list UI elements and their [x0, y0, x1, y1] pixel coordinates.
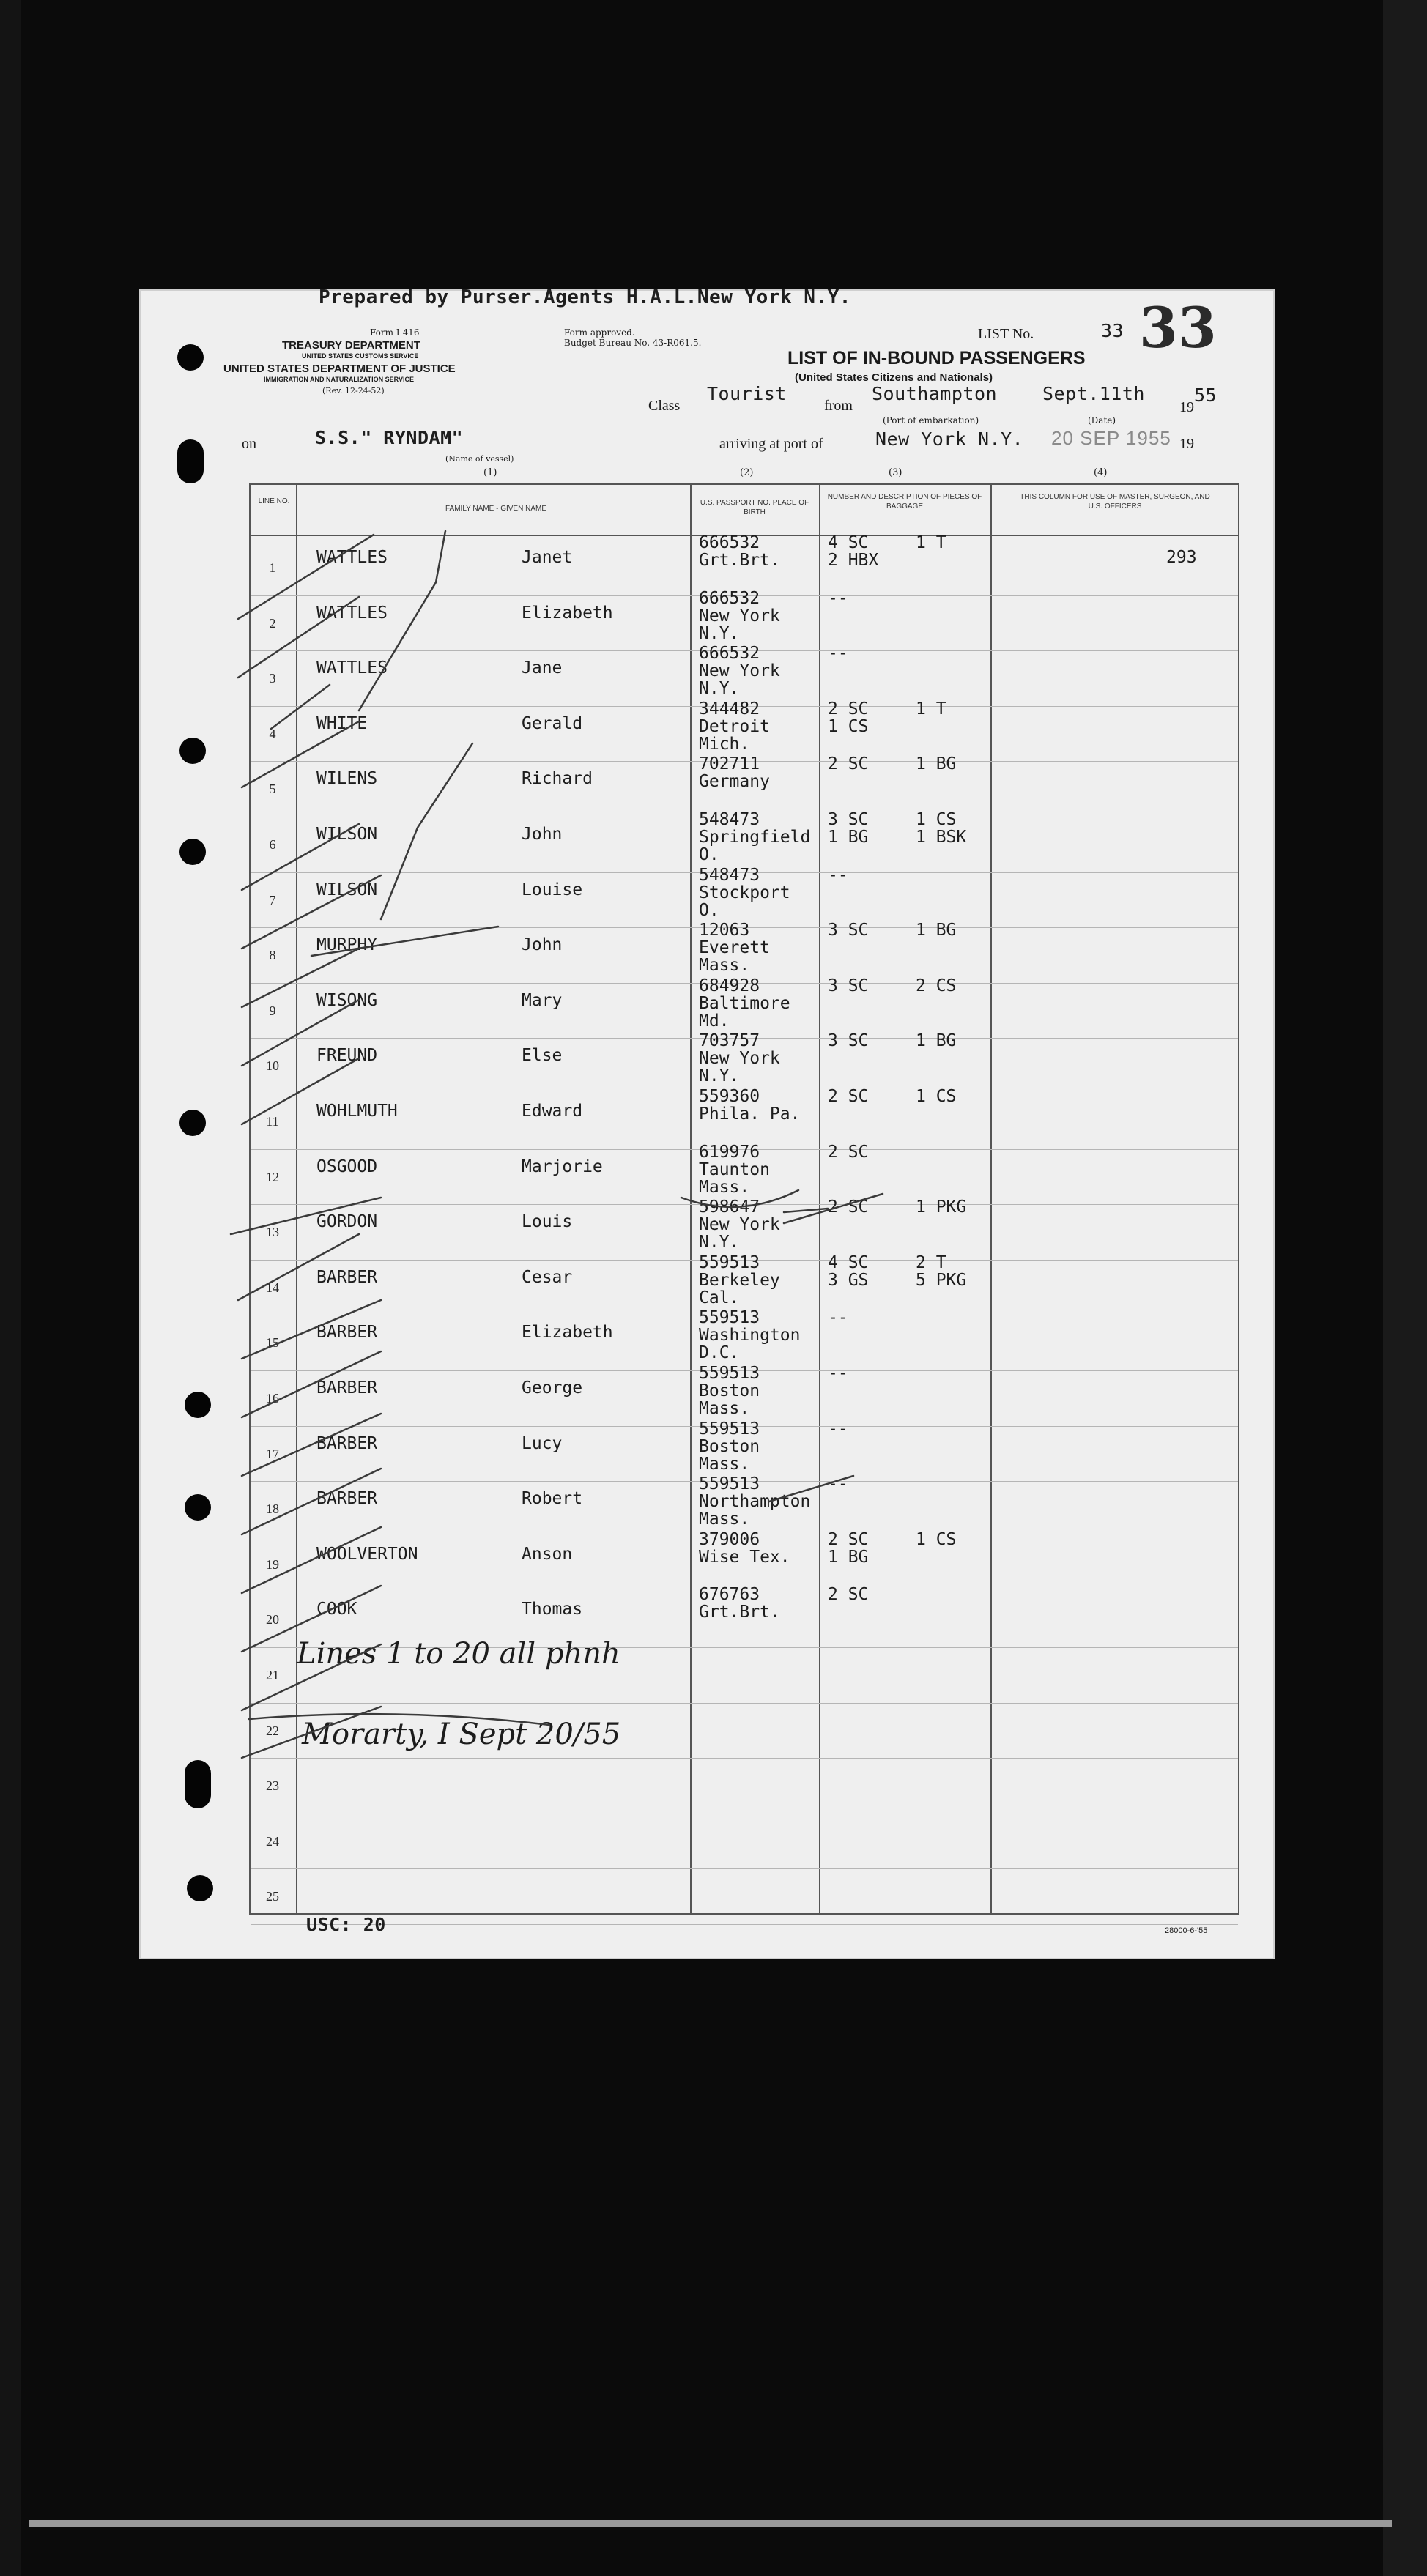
- given-name: Richard: [522, 769, 593, 789]
- given-name: Thomas: [522, 1600, 583, 1619]
- sailing-date: Sept.11th: [1042, 383, 1145, 404]
- line-number: 19: [266, 1556, 279, 1572]
- list-no-value: 33: [1101, 320, 1124, 341]
- baggage-item: 2 SC: [828, 1087, 869, 1106]
- baggage-item: 1 CS: [916, 1087, 957, 1106]
- given-name: John: [522, 825, 563, 844]
- passport-number: 12063: [699, 921, 750, 940]
- family-name: MURPHY: [316, 935, 378, 955]
- given-name: Edward: [522, 1102, 583, 1121]
- family-name: WOOLVERTON: [316, 1544, 418, 1564]
- line-number: 20: [266, 1612, 279, 1627]
- header-name: FAMILY NAME - GIVEN NAME: [445, 505, 546, 513]
- handwritten-certification: Lines 1 to 20 all phnh: [297, 1637, 620, 1671]
- arrival-date-stamp: 20 SEP 1955: [1051, 427, 1171, 449]
- passport-number: 559513: [699, 1474, 760, 1494]
- dept-justice: UNITED STATES DEPARTMENT OF JUSTICE: [223, 363, 456, 375]
- line-number: 11: [266, 1114, 279, 1129]
- given-name: Mary: [522, 990, 563, 1010]
- passport-number: 703757: [699, 1031, 760, 1051]
- baggage-item: 1 T: [916, 699, 946, 719]
- passport-number: 676763: [699, 1585, 760, 1605]
- column-number-1: (1): [483, 467, 497, 478]
- place-of-birth: Berkeley Cal.: [699, 1270, 780, 1307]
- baggage-item: 2 SC: [828, 1585, 869, 1605]
- passport-number: 559513: [699, 1252, 760, 1272]
- line-number: 16: [266, 1391, 279, 1406]
- punch-hole: [185, 1760, 211, 1808]
- baggage-item: 2 SC: [828, 699, 869, 719]
- line-number: 5: [269, 782, 276, 797]
- passenger-table: [249, 483, 1239, 1915]
- line-number: 4: [269, 726, 276, 741]
- baggage-item: 1 BG: [828, 828, 869, 847]
- family-name: COOK: [316, 1600, 357, 1619]
- given-name: Lucy: [522, 1433, 563, 1453]
- from-label: from: [824, 398, 853, 414]
- vessel-caption: (Name of vessel): [445, 454, 514, 464]
- line-number: 23: [266, 1778, 279, 1794]
- place-of-birth: New York N.Y.: [699, 606, 780, 643]
- line-number: 10: [266, 1058, 279, 1074]
- family-name: WILSON: [316, 825, 378, 844]
- place-of-birth: Grt.Brt.: [699, 1603, 780, 1622]
- column-number-2: (2): [740, 467, 754, 478]
- given-name: Louis: [522, 1212, 573, 1232]
- baggage-item: 1 BG: [916, 754, 957, 774]
- family-name: BARBER: [316, 1267, 378, 1287]
- passport-number: 379006: [699, 1529, 760, 1549]
- year-prefix-2: 19: [1179, 436, 1194, 452]
- sailing-year: 55: [1194, 385, 1217, 406]
- line-number: 21: [266, 1668, 279, 1682]
- family-name: BARBER: [316, 1433, 378, 1453]
- prepared-by: Prepared by Purser.Agents H.A.L.New York N.Y.: [319, 286, 851, 308]
- form-number: Form I-416: [370, 327, 420, 338]
- port-of-embarkation: Southampton: [872, 383, 998, 404]
- given-name: Anson: [522, 1544, 573, 1564]
- passport-number: 559513: [699, 1419, 760, 1439]
- line-number: 22: [266, 1723, 279, 1738]
- place-of-birth: Taunton Mass.: [699, 1159, 770, 1197]
- given-name: Jane: [522, 658, 563, 678]
- line-number: 15: [266, 1335, 279, 1351]
- given-name: John: [522, 935, 563, 955]
- footer-print-code: 28000-6-'55: [1165, 1926, 1208, 1935]
- place-of-birth: New York N.Y.: [699, 661, 780, 699]
- baggage-item: --: [828, 1419, 848, 1439]
- line-number: 13: [266, 1225, 279, 1240]
- line-number: 12: [266, 1169, 279, 1184]
- baggage-item: --: [828, 865, 848, 885]
- given-name: Louise: [522, 880, 583, 899]
- form-approved: Form approved.: [564, 327, 635, 338]
- place-of-birth: Germany: [699, 772, 770, 792]
- place-of-birth: Detroit Mich.: [699, 716, 770, 754]
- baggage-item: 2 SC: [828, 1198, 869, 1217]
- baggage-item: 2 CS: [916, 976, 957, 995]
- header-passport: U.S. PASSPORT NO. PLACE OF BIRTH: [700, 499, 809, 516]
- passport-number: 548473: [699, 865, 760, 885]
- class-value: Tourist: [707, 383, 787, 404]
- header-baggage: NUMBER AND DESCRIPTION OF PIECES OF BAGGAGE: [827, 493, 982, 511]
- manifest-sheet: [139, 286, 1275, 1959]
- port-embark-caption: (Port of embarkation): [883, 415, 979, 426]
- family-name: BARBER: [316, 1378, 378, 1398]
- budget-bureau: Budget Bureau No. 43-R061.5.: [564, 338, 702, 348]
- given-name: George: [522, 1378, 583, 1398]
- form-revision: (Rev. 12-24-52): [322, 386, 385, 396]
- baggage-item: --: [828, 588, 848, 608]
- place-of-birth: Everett Mass.: [699, 938, 770, 976]
- baggage-item: --: [828, 1364, 848, 1383]
- footer-usc-count: USC: 20: [306, 1914, 386, 1935]
- family-name: WATTLES: [316, 658, 388, 678]
- place-of-birth: Baltimore Md.: [699, 993, 790, 1031]
- family-name: WATTLES: [316, 548, 388, 567]
- vessel-name: S.S." RYNDAM": [315, 427, 464, 448]
- baggage-item: 3 GS: [828, 1270, 869, 1290]
- punch-hole: [185, 1494, 211, 1521]
- baggage-item: 3 SC: [828, 976, 869, 995]
- header-officers: THIS COLUMN FOR USE OF MASTER, SURGEON, AND U.S. OFFICERS: [1020, 493, 1210, 511]
- given-name: Robert: [522, 1489, 583, 1509]
- given-name: Marjorie: [522, 1157, 603, 1176]
- given-name: Janet: [522, 548, 573, 567]
- column-number-4: (4): [1094, 467, 1108, 478]
- header-line-no: LINE NO.: [258, 497, 290, 505]
- punch-hole: [177, 344, 204, 371]
- baggage-item: 1 BSK: [916, 828, 967, 847]
- passport-number: 619976: [699, 1142, 760, 1162]
- line-number: 18: [266, 1502, 279, 1517]
- line-number: 6: [269, 837, 276, 852]
- given-name: Gerald: [522, 713, 583, 733]
- family-name: FREUND: [316, 1046, 378, 1066]
- line-number: 9: [269, 1003, 276, 1018]
- family-name: WHITE: [316, 713, 368, 733]
- line-number: 7: [269, 892, 276, 907]
- line-number: 14: [266, 1280, 279, 1295]
- list-no-label: LIST No.: [978, 326, 1034, 342]
- family-name: WILSON: [316, 880, 378, 899]
- punch-hole: [179, 1110, 206, 1136]
- film-strip-bottom: [29, 2520, 1392, 2527]
- form-title: LIST OF IN-BOUND PASSENGERS: [787, 348, 1086, 368]
- place-of-birth: Wise Tex.: [699, 1547, 790, 1567]
- line-number: 2: [269, 615, 276, 631]
- punch-hole: [185, 1392, 211, 1418]
- punch-hole: [179, 738, 206, 764]
- passport-number: 559513: [699, 1308, 760, 1328]
- baggage-item: 3 SC: [828, 810, 869, 829]
- handwritten-signature: Morarty, I Sept 20/55: [302, 1718, 621, 1751]
- film-edge-left: [0, 0, 21, 2576]
- line-number: 3: [269, 671, 276, 686]
- place-of-birth: Boston Mass.: [699, 1381, 760, 1418]
- baggage-item: --: [828, 1308, 848, 1328]
- baggage-item: 4 SC: [828, 1252, 869, 1272]
- passport-number: 666532: [699, 588, 760, 608]
- baggage-item: 2 SC: [828, 1142, 869, 1162]
- family-name: BARBER: [316, 1323, 378, 1343]
- place-of-birth: Boston Mass.: [699, 1436, 760, 1474]
- baggage-item: 3 SC: [828, 1031, 869, 1051]
- family-name: WOHLMUTH: [316, 1102, 398, 1121]
- family-name: WISONG: [316, 990, 378, 1010]
- date-caption: (Date): [1088, 415, 1116, 426]
- passport-number: 666532: [699, 644, 760, 664]
- baggage-item: 1 BG: [916, 1031, 957, 1051]
- punch-hole: [179, 839, 206, 865]
- arriving-label: arriving at port of: [719, 436, 823, 452]
- baggage-item: --: [828, 644, 848, 664]
- baggage-item: --: [828, 1474, 848, 1494]
- dept-customs: UNITED STATES CUSTOMS SERVICE: [302, 352, 419, 360]
- place-of-birth: New York N.Y.: [699, 1215, 780, 1252]
- place-of-birth: Northampton Mass.: [699, 1492, 811, 1529]
- passport-number: 684928: [699, 976, 760, 995]
- given-name: Elizabeth: [522, 603, 613, 623]
- passport-number: 559513: [699, 1364, 760, 1383]
- officer-note: 293: [1166, 548, 1197, 567]
- place-of-birth: Springfield O.: [699, 828, 811, 864]
- given-name: Else: [522, 1046, 563, 1066]
- punch-hole: [177, 439, 204, 483]
- baggage-item: 1 CS: [916, 1529, 957, 1549]
- baggage-item: 1 CS: [828, 716, 869, 736]
- place-of-birth: Stockport O.: [699, 883, 790, 920]
- line-number: 17: [266, 1446, 279, 1461]
- place-of-birth: Grt.Brt.: [699, 551, 780, 570]
- passport-number: 666532: [699, 533, 760, 552]
- family-name: OSGOOD: [316, 1157, 378, 1176]
- arrival-port: New York N.Y.: [875, 428, 1024, 450]
- given-name: Cesar: [522, 1267, 573, 1287]
- column-number-3: (3): [889, 467, 902, 478]
- baggage-item: 2 HBX: [828, 551, 879, 570]
- line-number: 24: [266, 1833, 279, 1849]
- baggage-item: 2 SC: [828, 754, 869, 774]
- baggage-item: 2 SC: [828, 1529, 869, 1549]
- baggage-item: 1 BG: [916, 921, 957, 940]
- baggage-item: 4 SC: [828, 533, 869, 552]
- form-subtitle: (United States Citizens and Nationals): [795, 371, 993, 384]
- baggage-item: 1 BG: [828, 1547, 869, 1567]
- family-name: WILENS: [316, 769, 378, 789]
- line-number: 1: [269, 560, 276, 575]
- passport-number: 559360: [699, 1087, 760, 1106]
- list-number-stamp: 33: [1139, 295, 1217, 360]
- baggage-item: 3 SC: [828, 921, 869, 940]
- dept-treasury: TREASURY DEPARTMENT: [282, 339, 420, 352]
- line-number: 8: [269, 948, 276, 963]
- film-edge-right: [1383, 0, 1427, 2576]
- place-of-birth: Phila. Pa.: [699, 1105, 801, 1124]
- baggage-item: 2 T: [916, 1252, 946, 1272]
- passport-number: 548473: [699, 810, 760, 829]
- dept-immigration: IMMIGRATION AND NATURALIZATION SERVICE: [264, 376, 414, 383]
- baggage-item: 5 PKG: [916, 1270, 967, 1290]
- place-of-birth: Washington D.C.: [699, 1326, 801, 1363]
- family-name: GORDON: [316, 1212, 378, 1232]
- baggage-item: 1 PKG: [916, 1198, 967, 1217]
- family-name: BARBER: [316, 1489, 378, 1509]
- passport-number: 598647: [699, 1198, 760, 1217]
- class-label: Class: [648, 398, 681, 414]
- passport-number: 344482: [699, 699, 760, 719]
- on-label: on: [242, 436, 256, 452]
- year-prefix: 19: [1179, 399, 1194, 415]
- baggage-item: 1 CS: [916, 810, 957, 829]
- baggage-item: 1 T: [916, 533, 946, 552]
- family-name: WATTLES: [316, 603, 388, 623]
- line-number: 25: [266, 1889, 279, 1904]
- place-of-birth: New York N.Y.: [699, 1049, 780, 1086]
- punch-hole: [187, 1875, 213, 1901]
- given-name: Elizabeth: [522, 1323, 613, 1343]
- passport-number: 702711: [699, 754, 760, 774]
